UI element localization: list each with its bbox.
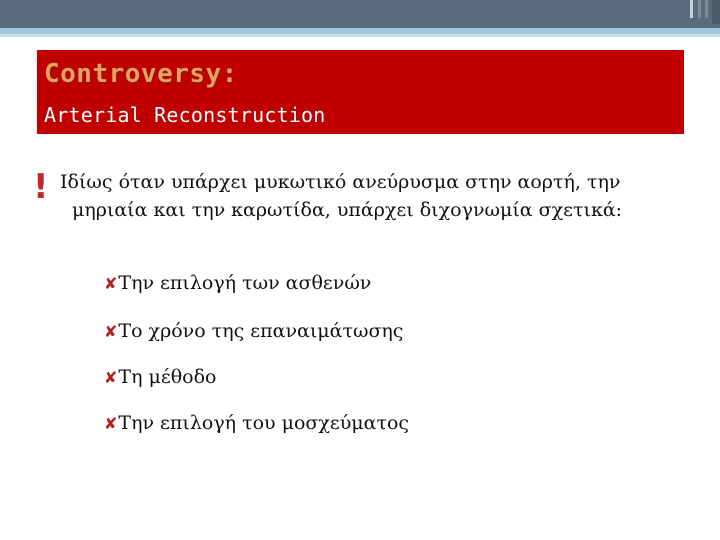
cross-mark-icon: ✘ (104, 322, 118, 341)
exclamation-bullet-icon: ! (33, 167, 49, 207)
top-bar (0, 0, 720, 28)
sub-item-text: Την επιλογή του μοσχεύματος (118, 412, 410, 434)
top-stripe (0, 34, 720, 37)
cross-mark-icon: ✘ (104, 274, 118, 293)
main-bullet-text (60, 168, 700, 224)
sub-item (104, 412, 409, 434)
bullet-line-1: Ιδίως όταν υπάρχει μυκωτικό ανεύρυσμα στην αορτή, την (60, 171, 621, 193)
corner-decoration (690, 0, 693, 18)
corner-decoration (698, 0, 701, 18)
sub-item-text: Το χρόνο της επαναιμάτωσης (118, 320, 404, 342)
cross-mark-icon: ✘ (104, 368, 118, 387)
sub-item (104, 366, 216, 388)
bullet-line-2: μηριαία και την καρωτίδα, υπάρχει διχογνωμία σχετικά: (72, 199, 623, 221)
sub-item-text: Τη μέθοδο (118, 366, 217, 388)
sub-item-text: Την επιλογή των ασθενών (118, 272, 372, 294)
sub-item (104, 272, 371, 294)
slide-title: Controversy: (44, 59, 238, 89)
title-banner (37, 50, 684, 134)
sub-item (104, 320, 403, 342)
cross-mark-icon: ✘ (104, 414, 118, 433)
slide-subtitle: Arterial Reconstruction (44, 103, 326, 127)
corner-decoration (705, 0, 708, 18)
corner-decoration (712, 0, 720, 24)
